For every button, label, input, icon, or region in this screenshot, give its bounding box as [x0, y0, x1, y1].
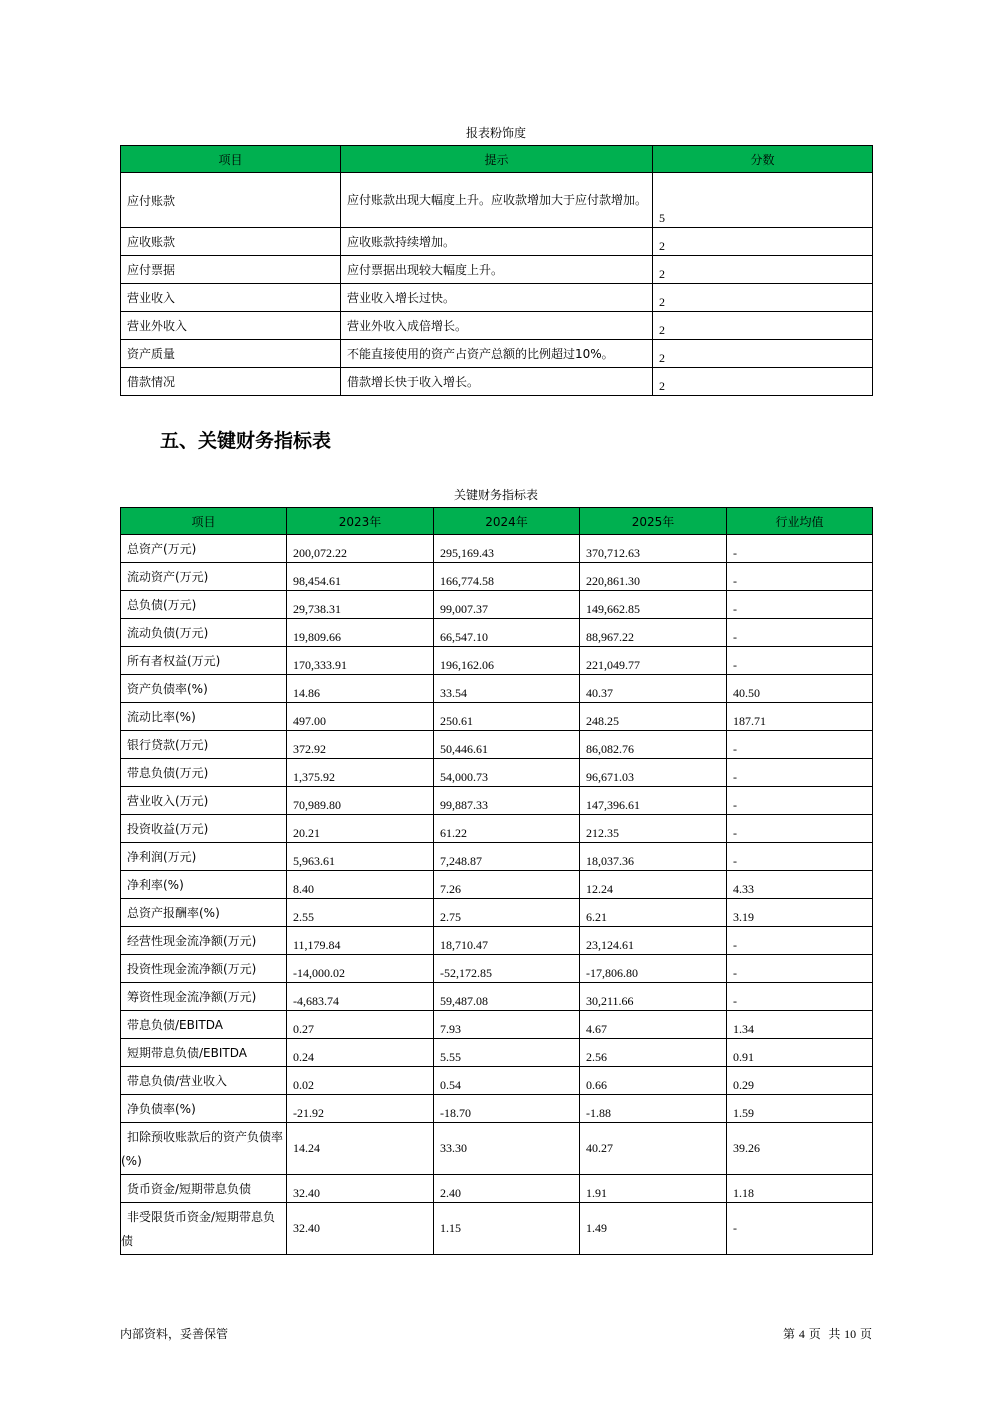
cell-industry-avg: - [727, 983, 873, 1011]
cell-industry-avg: 3.19 [727, 899, 873, 927]
cell-2025: 86,082.76 [580, 731, 727, 759]
cell-industry-avg: 0.29 [727, 1067, 873, 1095]
table-row [121, 1039, 873, 1067]
row-score: 5 [653, 173, 873, 228]
table-row [121, 1011, 873, 1039]
row-hint: 不能直接使用的资产占资产总额的比例超过10%。 [341, 340, 653, 368]
cell-2025: 149,662.85 [580, 591, 727, 619]
header-2024: 2024年 [434, 508, 580, 535]
cell-2024: 66,547.10 [434, 619, 580, 647]
row-item: 资产负债率(%) [121, 675, 287, 703]
cell-2024: 0.54 [434, 1067, 580, 1095]
footer-confidential: 内部资料，妥善保管 [120, 1327, 229, 1341]
table-row [121, 899, 873, 927]
section-title: 五、关键财务指标表 [160, 430, 332, 452]
row-score: 2 [653, 340, 873, 368]
table-row [121, 1123, 873, 1175]
cell-2025: 248.25 [580, 703, 727, 731]
cell-2023: 8.40 [287, 871, 434, 899]
cell-2024: 7.26 [434, 871, 580, 899]
row-item: 净负债率(%) [121, 1095, 287, 1123]
cell-2024: -52,172.85 [434, 955, 580, 983]
cell-2024: 1.15 [434, 1203, 580, 1255]
header-item: 项目 [121, 508, 287, 535]
table-row [121, 843, 873, 871]
row-item: 投资收益(万元) [121, 815, 287, 843]
row-item: 扣除预收账款后的资产负债率(%) [121, 1123, 287, 1175]
cell-2025: 1.91 [580, 1175, 727, 1203]
cell-2024: 5.55 [434, 1039, 580, 1067]
table-header-row [121, 146, 873, 173]
cell-2024: 2.40 [434, 1175, 580, 1203]
table-row [121, 983, 873, 1011]
row-item: 净利率(%) [121, 871, 287, 899]
cell-2024: 99,007.37 [434, 591, 580, 619]
row-item: 总资产报酬率(%) [121, 899, 287, 927]
row-score: 2 [653, 228, 873, 256]
table-row [121, 815, 873, 843]
cell-2025: -17,806.80 [580, 955, 727, 983]
row-item: 营业收入 [121, 284, 341, 312]
cell-2023: 14.24 [287, 1123, 434, 1175]
row-item: 短期带息负债/EBITDA [121, 1039, 287, 1067]
table-row [121, 312, 873, 340]
cell-2023: 200,072.22 [287, 535, 434, 563]
cell-industry-avg: 39.26 [727, 1123, 873, 1175]
table-row [121, 619, 873, 647]
cell-industry-avg: 0.91 [727, 1039, 873, 1067]
cell-industry-avg: 187.71 [727, 703, 873, 731]
cell-2023: 14.86 [287, 675, 434, 703]
cell-2023: 29,738.31 [287, 591, 434, 619]
row-hint: 营业外收入成倍增长。 [341, 312, 653, 340]
row-item: 非受限货币资金/短期带息负债 [121, 1203, 287, 1255]
table-row [121, 368, 873, 396]
whitewash-table [120, 145, 873, 396]
cell-2025: 96,671.03 [580, 759, 727, 787]
cell-2023: 19,809.66 [287, 619, 434, 647]
cell-industry-avg: - [727, 647, 873, 675]
cell-2024: -18.70 [434, 1095, 580, 1123]
row-item: 投资性现金流净额(万元) [121, 955, 287, 983]
cell-2023: -4,683.74 [287, 983, 434, 1011]
row-item: 总资产(万元) [121, 535, 287, 563]
cell-2024: 7.93 [434, 1011, 580, 1039]
cell-industry-avg: 40.50 [727, 675, 873, 703]
cell-2024: 33.54 [434, 675, 580, 703]
cell-2025: 30,211.66 [580, 983, 727, 1011]
cell-2025: 6.21 [580, 899, 727, 927]
cell-industry-avg: 4.33 [727, 871, 873, 899]
cell-2024: 196,162.06 [434, 647, 580, 675]
header-hint: 提示 [341, 146, 653, 173]
cell-2023: 372.92 [287, 731, 434, 759]
table-row [121, 927, 873, 955]
cell-2024: 54,000.73 [434, 759, 580, 787]
cell-2024: 250.61 [434, 703, 580, 731]
cell-2025: 1.49 [580, 1203, 727, 1255]
row-score: 2 [653, 312, 873, 340]
cell-2025: 40.27 [580, 1123, 727, 1175]
cell-industry-avg: - [727, 731, 873, 759]
row-item: 应付账款 [121, 173, 341, 228]
cell-2024: 166,774.58 [434, 563, 580, 591]
footer-page-number: 第 4 页 共 10 页 [783, 1327, 872, 1341]
row-item: 流动比率(%) [121, 703, 287, 731]
cell-industry-avg: - [727, 535, 873, 563]
cell-2023: 32.40 [287, 1203, 434, 1255]
cell-industry-avg: - [727, 815, 873, 843]
cell-2025: 18,037.36 [580, 843, 727, 871]
row-item: 流动资产(万元) [121, 563, 287, 591]
cell-industry-avg: - [727, 927, 873, 955]
cell-2023: 0.27 [287, 1011, 434, 1039]
cell-2025: 212.35 [580, 815, 727, 843]
cell-industry-avg: - [727, 787, 873, 815]
table-row [121, 591, 873, 619]
row-item: 应收账款 [121, 228, 341, 256]
cell-2024: 99,887.33 [434, 787, 580, 815]
cell-2025: 40.37 [580, 675, 727, 703]
row-item: 货币资金/短期带息负债 [121, 1175, 287, 1203]
cell-2023: -21.92 [287, 1095, 434, 1123]
cell-2025: 221,049.77 [580, 647, 727, 675]
row-item: 营业外收入 [121, 312, 341, 340]
row-item: 应付票据 [121, 256, 341, 284]
table-row [121, 1203, 873, 1255]
cell-industry-avg: - [727, 563, 873, 591]
row-item: 经营性现金流净额(万元) [121, 927, 287, 955]
row-item: 带息负债/营业收入 [121, 1067, 287, 1095]
cell-industry-avg: - [727, 759, 873, 787]
cell-industry-avg: 1.34 [727, 1011, 873, 1039]
table-row [121, 759, 873, 787]
cell-2023: 32.40 [287, 1175, 434, 1203]
table2-caption: 关键财务指标表 [453, 488, 538, 502]
cell-2023: 497.00 [287, 703, 434, 731]
cell-industry-avg: - [727, 955, 873, 983]
header-industry-avg: 行业均值 [727, 508, 873, 535]
row-item: 资产质量 [121, 340, 341, 368]
cell-2023: 70,989.80 [287, 787, 434, 815]
cell-2023: 2.55 [287, 899, 434, 927]
table-header-row [121, 508, 873, 535]
row-item: 带息负债(万元) [121, 759, 287, 787]
table-row [121, 173, 873, 228]
cell-2023: 20.21 [287, 815, 434, 843]
cell-2024: 33.30 [434, 1123, 580, 1175]
table-row [121, 703, 873, 731]
cell-2024: 59,487.08 [434, 983, 580, 1011]
table-row [121, 647, 873, 675]
table1-caption: 报表粉饰度 [465, 126, 526, 140]
cell-industry-avg: - [727, 591, 873, 619]
cell-2025: 370,712.63 [580, 535, 727, 563]
row-item: 营业收入(万元) [121, 787, 287, 815]
row-hint: 应付票据出现较大幅度上升。 [341, 256, 653, 284]
table-row [121, 731, 873, 759]
row-item: 借款情况 [121, 368, 341, 396]
cell-2025: 220,861.30 [580, 563, 727, 591]
cell-2024: 50,446.61 [434, 731, 580, 759]
table-row [121, 284, 873, 312]
cell-industry-avg: - [727, 843, 873, 871]
table-row [121, 1067, 873, 1095]
cell-2023: 0.02 [287, 1067, 434, 1095]
cell-2024: 61.22 [434, 815, 580, 843]
key-financial-table [120, 507, 873, 1255]
cell-2024: 295,169.43 [434, 535, 580, 563]
row-score: 2 [653, 284, 873, 312]
cell-2024: 2.75 [434, 899, 580, 927]
cell-2023: 98,454.61 [287, 563, 434, 591]
cell-2024: 18,710.47 [434, 927, 580, 955]
row-item: 筹资性现金流净额(万元) [121, 983, 287, 1011]
row-item: 流动负债(万元) [121, 619, 287, 647]
cell-2024: 7,248.87 [434, 843, 580, 871]
cell-2023: 1,375.92 [287, 759, 434, 787]
header-item: 项目 [121, 146, 341, 173]
header-2025: 2025年 [580, 508, 727, 535]
row-hint: 应付账款出现大幅度上升。应收款增加大于应付款增加。 [341, 173, 653, 228]
cell-2025: 0.66 [580, 1067, 727, 1095]
row-score: 2 [653, 256, 873, 284]
cell-industry-avg: - [727, 1203, 873, 1255]
cell-2023: 0.24 [287, 1039, 434, 1067]
row-hint: 营业收入增长过快。 [341, 284, 653, 312]
table-row [121, 256, 873, 284]
cell-industry-avg: - [727, 619, 873, 647]
table-row [121, 787, 873, 815]
row-item: 总负债(万元) [121, 591, 287, 619]
cell-2025: -1.88 [580, 1095, 727, 1123]
cell-2023: -14,000.02 [287, 955, 434, 983]
row-hint: 应收账款持续增加。 [341, 228, 653, 256]
cell-2025: 12.24 [580, 871, 727, 899]
header-2023: 2023年 [287, 508, 434, 535]
cell-2023: 11,179.84 [287, 927, 434, 955]
row-item: 银行贷款(万元) [121, 731, 287, 759]
cell-2025: 88,967.22 [580, 619, 727, 647]
row-item: 所有者权益(万元) [121, 647, 287, 675]
cell-2025: 2.56 [580, 1039, 727, 1067]
cell-industry-avg: 1.59 [727, 1095, 873, 1123]
cell-2025: 4.67 [580, 1011, 727, 1039]
row-hint: 借款增长快于收入增长。 [341, 368, 653, 396]
cell-2025: 147,396.61 [580, 787, 727, 815]
table-row [121, 955, 873, 983]
cell-2023: 170,333.91 [287, 647, 434, 675]
row-item: 带息负债/EBITDA [121, 1011, 287, 1039]
header-score: 分数 [653, 146, 873, 173]
table-row [121, 340, 873, 368]
table-row [121, 675, 873, 703]
table-row [121, 563, 873, 591]
cell-2025: 23,124.61 [580, 927, 727, 955]
row-score: 2 [653, 368, 873, 396]
table-row [121, 228, 873, 256]
table-row [121, 1175, 873, 1203]
cell-industry-avg: 1.18 [727, 1175, 873, 1203]
cell-2023: 5,963.61 [287, 843, 434, 871]
table-row [121, 871, 873, 899]
table-row [121, 1095, 873, 1123]
table-row [121, 535, 873, 563]
row-item: 净利润(万元) [121, 843, 287, 871]
